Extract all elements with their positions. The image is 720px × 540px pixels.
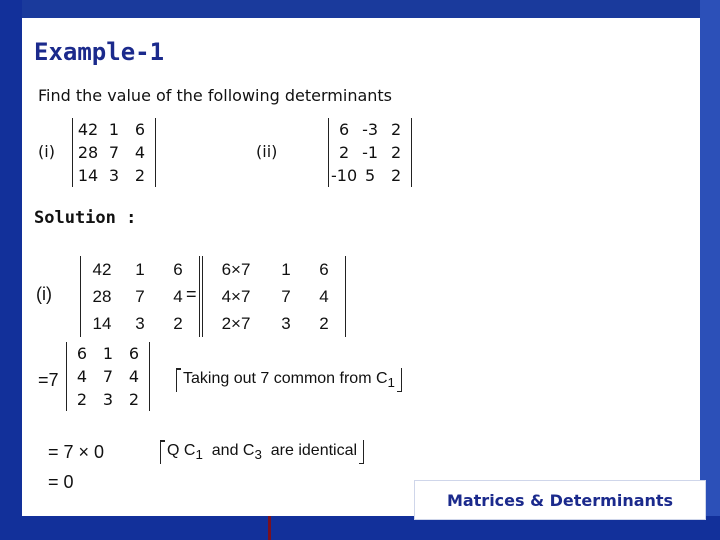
matrix-cell: 1 [108, 120, 120, 139]
note-text: Taking out 7 common from C [183, 370, 388, 387]
matrix-cell: 6 [338, 120, 350, 139]
matrix-row [83, 310, 197, 337]
step3-expression: = 7 × 0 [48, 442, 105, 462]
matrix-cell: 2 [173, 313, 183, 333]
matrix-cell: 6 [128, 344, 140, 363]
solution-heading: Solution : [34, 208, 137, 228]
matrix-cell: 7 [135, 286, 145, 306]
problem-ii-label: (ii) [256, 142, 278, 161]
note-subscript: 3 [254, 447, 262, 463]
matrix-cell: 6×7 [221, 259, 251, 279]
matrix-row [331, 118, 409, 141]
matrix-cell: 3 [108, 166, 120, 185]
matrix-cell: 2 [319, 313, 329, 333]
matrix-cell: 2×7 [221, 313, 251, 333]
solution-determinant-a [80, 256, 200, 337]
matrix-cell: 7 [108, 143, 120, 162]
matrix-cell: 7 [102, 367, 114, 386]
matrix-cell: 1 [135, 259, 145, 279]
matrix-cell: 4 [134, 143, 146, 162]
problem-i-label: (i) [38, 142, 55, 161]
matrix-cell: 6 [76, 344, 88, 363]
matrix-row [75, 141, 153, 164]
matrix-cell: 4×7 [221, 286, 251, 306]
matrix-row [205, 256, 343, 283]
slide-frame-right [700, 0, 720, 540]
matrix-row [69, 365, 147, 388]
step4-result: = 0 [48, 472, 74, 492]
problem-statement: Find the value of the following determinants [38, 86, 393, 105]
note-text: and C [202, 442, 255, 459]
note-subscript: 1 [387, 375, 395, 391]
matrix-cell: 28 [92, 286, 112, 306]
matrix-cell: -10 [331, 166, 358, 185]
matrix-cell: -1 [362, 143, 379, 162]
matrix-row [83, 283, 197, 310]
matrix-cell: 2 [391, 143, 402, 162]
matrix-cell: 4 [128, 367, 140, 386]
matrix-row [69, 388, 147, 411]
note-text: are identical [261, 442, 358, 459]
matrix-cell: -3 [362, 120, 379, 139]
matrix-cell: 14 [77, 166, 99, 185]
matrix-cell: 5 [365, 166, 376, 185]
step2-prefix: =7 [38, 370, 59, 390]
matrix-cell: 3 [281, 313, 291, 333]
equals-sign: = [186, 284, 197, 304]
matrix-row [75, 164, 153, 187]
matrix-cell: 6 [134, 120, 146, 139]
matrix-cell: 2 [391, 120, 402, 139]
problem-i-determinant [72, 118, 156, 187]
matrix-row [205, 283, 343, 310]
matrix-cell: 7 [281, 286, 291, 306]
note-columns-identical [160, 440, 364, 464]
matrix-row [331, 141, 409, 164]
solution-determinant-b [202, 256, 346, 337]
matrix-row [75, 118, 153, 141]
bottom-divider [268, 516, 271, 540]
note-text: Q C [167, 442, 196, 459]
matrix-cell: 4 [76, 367, 88, 386]
matrix-cell: 6 [319, 259, 329, 279]
matrix-cell: 3 [135, 313, 145, 333]
matrix-cell: 28 [77, 143, 99, 162]
slide-frame-left [0, 0, 22, 540]
matrix-cell: 42 [92, 259, 112, 279]
matrix-cell: 3 [102, 390, 114, 409]
matrix-cell: 2 [76, 390, 88, 409]
matrix-cell: 42 [77, 120, 99, 139]
matrix-cell: 1 [281, 259, 291, 279]
matrix-cell: 2 [134, 166, 146, 185]
slide-canvas [22, 18, 700, 516]
matrix-cell: 2 [128, 390, 140, 409]
matrix-row [83, 256, 197, 283]
matrix-cell: 4 [173, 286, 183, 306]
matrix-cell: 6 [173, 259, 183, 279]
matrix-cell: 2 [338, 143, 350, 162]
matrix-cell: 14 [92, 313, 112, 333]
problem-ii-determinant [328, 118, 412, 187]
matrix-cell: 2 [391, 166, 402, 185]
matrix-row [331, 164, 409, 187]
note-taking-out-common [176, 368, 402, 392]
matrix-cell: 1 [102, 344, 114, 363]
matrix-row [205, 310, 343, 337]
solution-part-label: (i) [36, 284, 52, 304]
matrix-cell: 4 [319, 286, 329, 306]
footer-topic-label: Matrices & Determinants [414, 480, 706, 520]
slide-title: Example-1 [34, 38, 165, 66]
matrix-row [69, 342, 147, 365]
note-subscript: 1 [195, 447, 203, 463]
solution-determinant-c [66, 342, 150, 411]
